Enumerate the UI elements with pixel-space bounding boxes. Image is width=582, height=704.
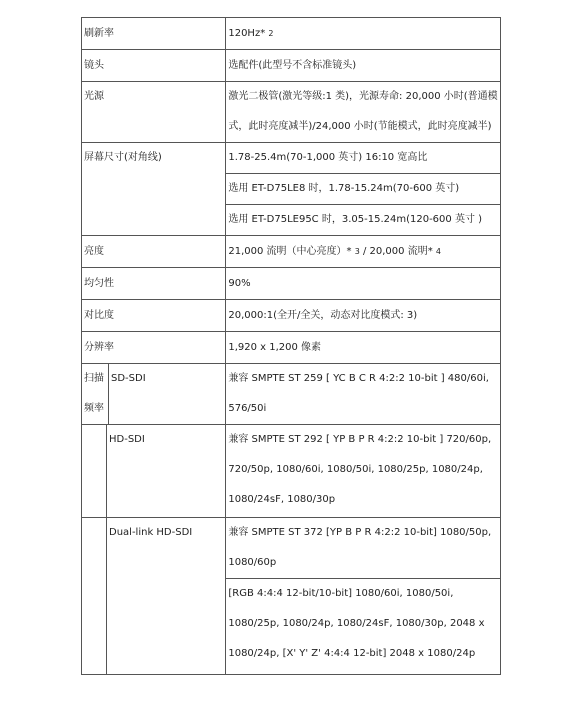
- table-row: [82, 268, 501, 300]
- table-row: [82, 300, 501, 332]
- table-row: [82, 143, 501, 174]
- table-row: [82, 518, 501, 579]
- screen-line: 1.78-25.4m(70-1,000 英寸) 16:10 宽高比: [228, 152, 428, 163]
- dual-line: 1080/25p, 1080/24p, 1080/24sF, 1080/30p, 2048 x: [228, 618, 485, 630]
- dual-label: Dual-link HD-SDI: [109, 527, 193, 538]
- table-row: [82, 236, 501, 268]
- light-line: 式，此时亮度减半)/24,000 小时(节能模式，此时亮度减半): [228, 121, 492, 132]
- hdsdi-line: 720/50p, 1080/60i, 1080/50i, 1080/25p, 1080/24p,: [228, 464, 483, 475]
- scan-label: 频率: [84, 403, 104, 414]
- hdsdi-line: 1080/24sF, 1080/30p: [228, 494, 336, 505]
- dual-line: 1080/24p, [X' Y' Z' 4:4:4 12-bit] 2048 x 1080/24p: [228, 648, 476, 660]
- uniformity-value: 90%: [228, 278, 251, 289]
- brightness-value: 21,000 流明（中心亮度）*: [228, 246, 352, 257]
- light-label: 光源: [84, 91, 104, 102]
- brightness-note: 3: [354, 247, 360, 256]
- resolution-label: 分辨率: [84, 342, 114, 353]
- table-row: [82, 18, 501, 50]
- hdsdi-line: 兼容 SMPTE ST 292 [ YP B P R 4:2:2 10-bit ] 720/60p,: [228, 434, 492, 445]
- lens-value: 选配件(此型号不含标准镜头): [228, 60, 357, 71]
- screen-line: 选用 ET-D75LE8 时，1.78-15.24m(70-600 英寸): [228, 183, 460, 194]
- contrast-value: 20,000:1(全开/全关，动态对比度模式: 3): [228, 310, 418, 321]
- hdsdi-label: HD-SDI: [109, 434, 145, 445]
- refresh-value: 120Hz*: [228, 28, 266, 39]
- table-row: [82, 425, 501, 518]
- table-row: [82, 82, 501, 143]
- table-row: [82, 332, 501, 364]
- row-value-cell: [226, 18, 501, 50]
- row-label-cell: [82, 18, 226, 50]
- screen-line: 选用 ET-D75LE95C 时，3.05-15.24m(120-600 英寸 ): [228, 214, 483, 225]
- lens-label: 镜头: [84, 60, 104, 71]
- sdsdi-label: SD-SDI: [111, 373, 146, 384]
- refresh-note: 2: [268, 29, 274, 38]
- sdsdi-line: 576/50i: [228, 403, 267, 414]
- brightness-value: / 20,000 流明*: [362, 246, 433, 257]
- contrast-label: 对比度: [84, 310, 114, 321]
- dual-line: 兼容 SMPTE ST 372 [YP B P R 4:2:2 10-bit] 1080/50p,: [228, 527, 492, 538]
- dual-line: [RGB 4:4:4 12-bit/10-bit] 1080/60i, 1080/50i,: [228, 588, 454, 600]
- spec-table: [81, 17, 501, 675]
- table-row: [82, 364, 501, 425]
- dual-line: 1080/60p: [228, 557, 277, 568]
- screen-label: 屏幕尺寸(对角线): [84, 152, 162, 163]
- table-row: [82, 50, 501, 82]
- scan-label: 扫描: [84, 373, 104, 384]
- resolution-value: 1,920 x 1,200 像素: [228, 342, 322, 353]
- sdsdi-line: 兼容 SMPTE ST 259 [ YC B C R 4:2:2 10-bit ] 480/60i,: [228, 373, 489, 384]
- refresh-label: 刷新率: [84, 28, 114, 39]
- brightness-note: 4: [435, 247, 441, 256]
- light-line: 激光二极管(激光等级:1 类)，光源寿命: 20,000 小时(普通模: [228, 91, 498, 102]
- uniformity-label: 均匀性: [84, 278, 114, 289]
- brightness-label: 亮度: [84, 246, 104, 257]
